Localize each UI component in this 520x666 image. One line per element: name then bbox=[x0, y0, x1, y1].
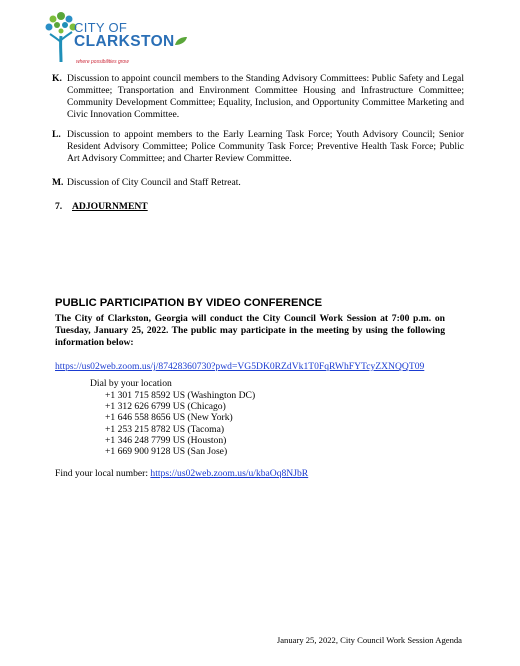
dial-number: +1 646 558 8656 US (New York) bbox=[105, 412, 233, 424]
item-text: Discussion to appoint council members to the Standing Advisory Committees: Public Safety and Legal Committee; Transportation and Environment Committee Housing and Infrastructure Committee; Community Development Committee; Equality, Inclusion, and Opportunity Committee Marketing and Civic Innovation Committee. bbox=[67, 73, 464, 120]
dial-number: +1 312 626 6799 US (Chicago) bbox=[105, 401, 226, 413]
local-number-link[interactable]: https://us02web.zoom.us/u/kbaOq8NJbR bbox=[150, 468, 309, 479]
public-participation-intro: The City of Clarkston, Georgia will conduct the City Council Work Session at 7:00 p.m. on Tuesday, January 25, 2022. The public may participate in the meeting by using the following information below: bbox=[55, 313, 445, 348]
logo-tagline: where possibilities grow bbox=[76, 59, 129, 65]
item-text: Discussion to appoint members to the Early Learning Task Force; Youth Advisory Council; Senior Resident Advisory Committee; Police Community Task Force; Preventive Health Task Force; Public Art Advisory Committee; and Charter Review Committee. bbox=[67, 129, 464, 164]
item-label: M. bbox=[52, 177, 64, 188]
dial-number: +1 301 715 8592 US (Washington DC) bbox=[105, 390, 256, 401]
item-label: L. bbox=[52, 129, 61, 140]
dial-number: +1 253 215 8782 US (Tacoma) bbox=[105, 423, 225, 435]
agenda-item-k bbox=[52, 73, 464, 121]
dial-number: +1 669 900 9128 US (San Jose) bbox=[105, 445, 228, 457]
page-footer: January 25, 2022, City Council Work Session Agenda bbox=[276, 635, 462, 645]
item-label: K. bbox=[52, 73, 62, 84]
adjournment-heading: ADJOURNMENT bbox=[72, 201, 148, 212]
public-participation-heading: PUBLIC PARTICIPATION BY VIDEO CONFERENCE bbox=[55, 297, 323, 309]
dial-number-list bbox=[105, 390, 255, 457]
item-text: Discussion of City Council and Staff Retreat. bbox=[67, 177, 241, 188]
leaf-icon bbox=[174, 36, 188, 46]
local-number-label: Find your local number: bbox=[55, 468, 148, 479]
logo-name: CLARKSTON bbox=[74, 33, 175, 50]
tree-logo-icon bbox=[44, 8, 78, 64]
zoom-meeting-link[interactable]: https://us02web.zoom.us/j/87428360730?pwd=VG5DK0RZdVk1T0FqRWhFYTcyZXNQQT09 bbox=[55, 361, 425, 372]
dial-number: +1 346 248 7799 US (Houston) bbox=[105, 434, 227, 446]
local-number-row bbox=[55, 468, 308, 480]
agenda-item-l bbox=[52, 129, 464, 165]
city-logo bbox=[44, 6, 194, 68]
agenda-item-m bbox=[52, 177, 464, 189]
dial-label: Dial by your location bbox=[90, 378, 172, 389]
logo-city-of: CITY OF bbox=[74, 20, 128, 35]
section-number: 7. bbox=[55, 201, 63, 212]
